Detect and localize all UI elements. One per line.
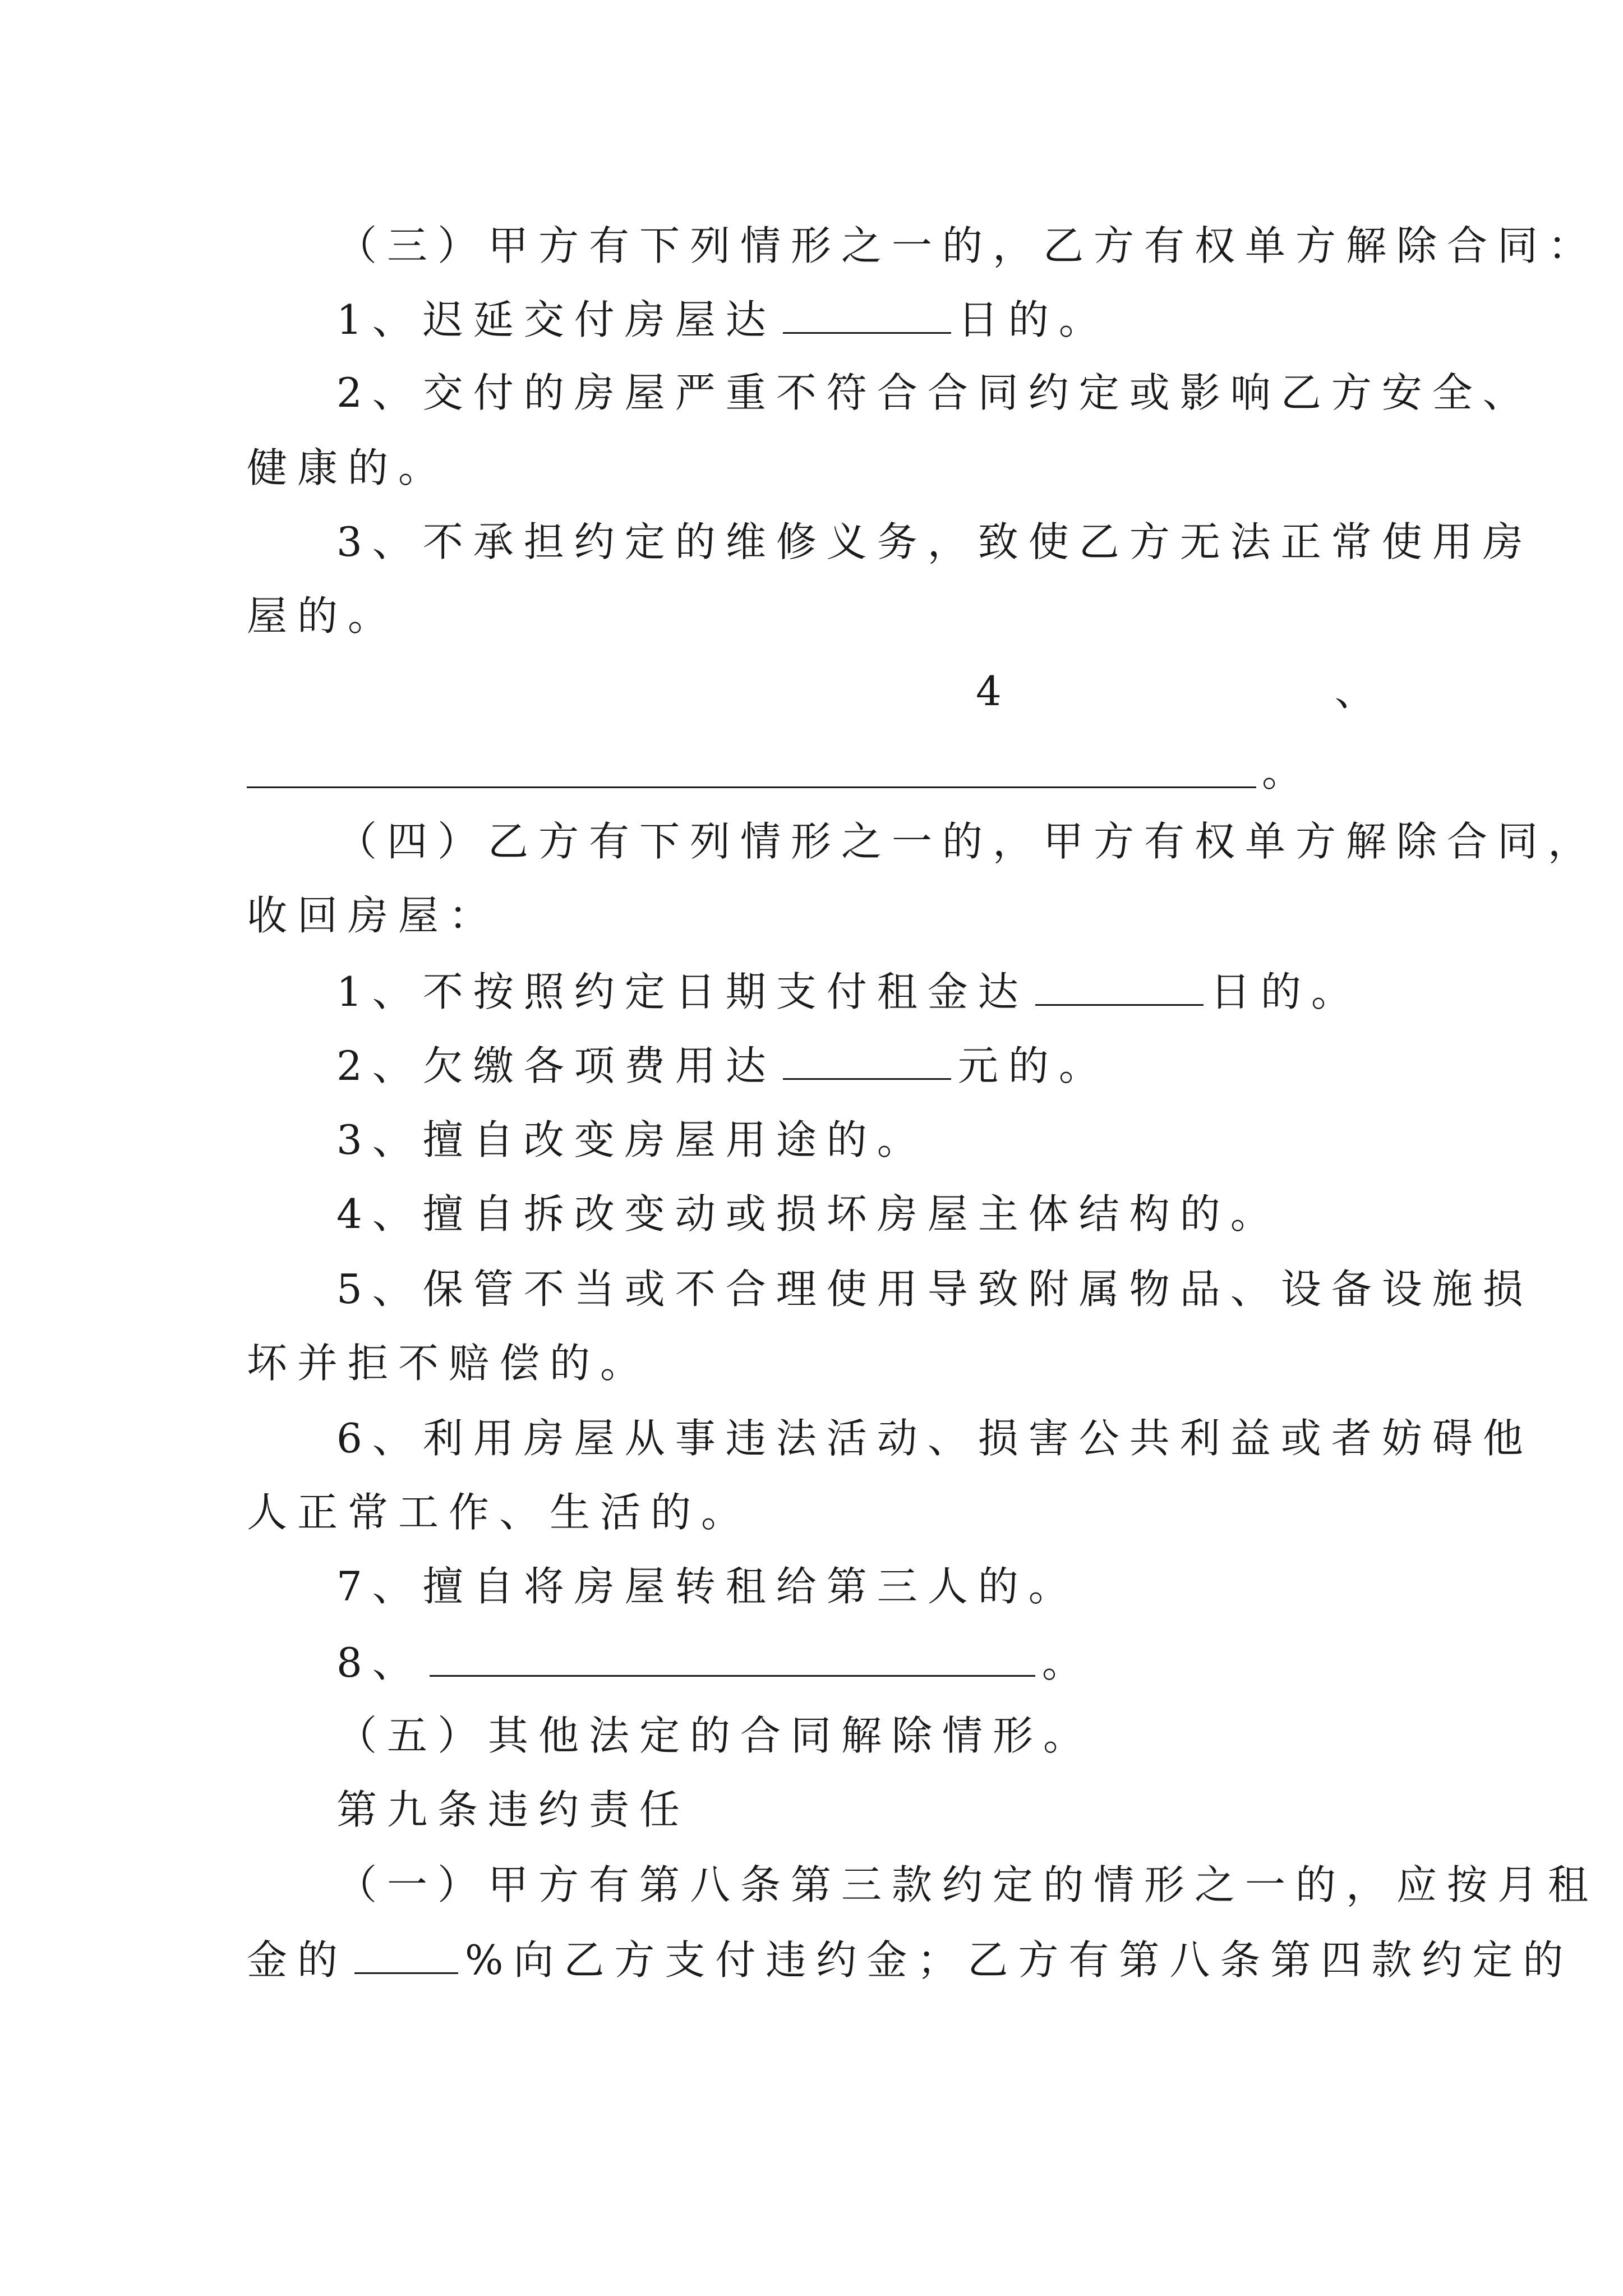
article-9-para-1-cont	[247, 1936, 1574, 1984]
item-text: 金的	[247, 1936, 348, 1984]
clause-4-item-5-cont: 坏并拒不赔偿的。	[247, 1340, 651, 1387]
article-9-title: 第九条违约责任	[336, 1786, 690, 1833]
fill-in-blank[interactable]	[430, 1641, 1035, 1677]
clause-4-item-6: 6、利用房屋从事违法活动、损害公共利益或者妨碍他	[336, 1415, 1533, 1462]
clause-4-item-6-cont: 人正常工作、生活的。	[247, 1489, 752, 1536]
item-text: 1、迟延交付房屋达	[336, 296, 776, 343]
fill-in-blank[interactable]	[354, 1939, 458, 1974]
item-text: 1、不按照约定日期支付租金达	[336, 968, 1029, 1015]
clause-4-heading: （四）乙方有下列情形之一的，甲方有权单方解除合同，	[336, 818, 1599, 865]
item-text-tail: 日的。	[1210, 968, 1362, 1015]
clause-3-item-2: 2、交付的房屋严重不符合合同约定或影响乙方安全、	[336, 369, 1533, 416]
clause-4-heading-cont: 收回房屋：	[247, 892, 500, 939]
clause-3-item-1	[336, 296, 1109, 343]
clause-3-item-3: 3、不承担约定的维修义务，致使乙方无法正常使用房	[336, 518, 1533, 565]
clause-4-item-5: 5、保管不当或不合理使用导致附属物品、设备设施损	[336, 1266, 1533, 1313]
item-text-tail: 。	[1041, 1639, 1092, 1686]
clause-4-item-1	[336, 968, 1362, 1015]
clause-4-item-7: 7、擅自将房屋转租给第三人的。	[336, 1563, 1079, 1610]
clause-4-item-3: 3、擅自改变房屋用途的。	[336, 1116, 928, 1163]
item-text: 8、	[336, 1639, 423, 1686]
clause-4-item-8	[336, 1639, 1092, 1686]
clause-3-item-4-end: 。	[1262, 748, 1313, 795]
fill-in-blank[interactable]	[1035, 970, 1204, 1006]
item-text-tail: %向乙方支付违约金；乙方有第八条第四款约定的	[465, 1936, 1574, 1984]
fill-in-blank[interactable]	[783, 298, 951, 334]
clause-4-item-4: 4、擅自拆改变动或损坏房屋主体结构的。	[336, 1190, 1281, 1237]
clause-3-heading: （三）甲方有下列情形之一的，乙方有权单方解除合同：	[336, 222, 1599, 269]
article-9-para-1: （一）甲方有第八条第三款约定的情形之一的，应按月租	[336, 1861, 1599, 1908]
clause-3-item-4-comma: 、	[1335, 668, 1386, 715]
clause-3-item-4-number: 4	[976, 668, 1012, 715]
item-text-tail: 元的。	[957, 1042, 1109, 1089]
clause-3-item-2-cont: 健康的。	[247, 444, 449, 491]
clause-4-item-2	[336, 1042, 1109, 1089]
item-text: 2、欠缴各项费用达	[336, 1042, 776, 1089]
clause-3-item-3-cont: 屋的。	[247, 592, 399, 639]
item-text-tail: 日的。	[957, 296, 1109, 343]
fill-in-blank-long[interactable]	[247, 786, 1256, 788]
fill-in-blank[interactable]	[783, 1045, 951, 1080]
clause-5-heading: （五）其他法定的合同解除情形。	[336, 1712, 1094, 1759]
